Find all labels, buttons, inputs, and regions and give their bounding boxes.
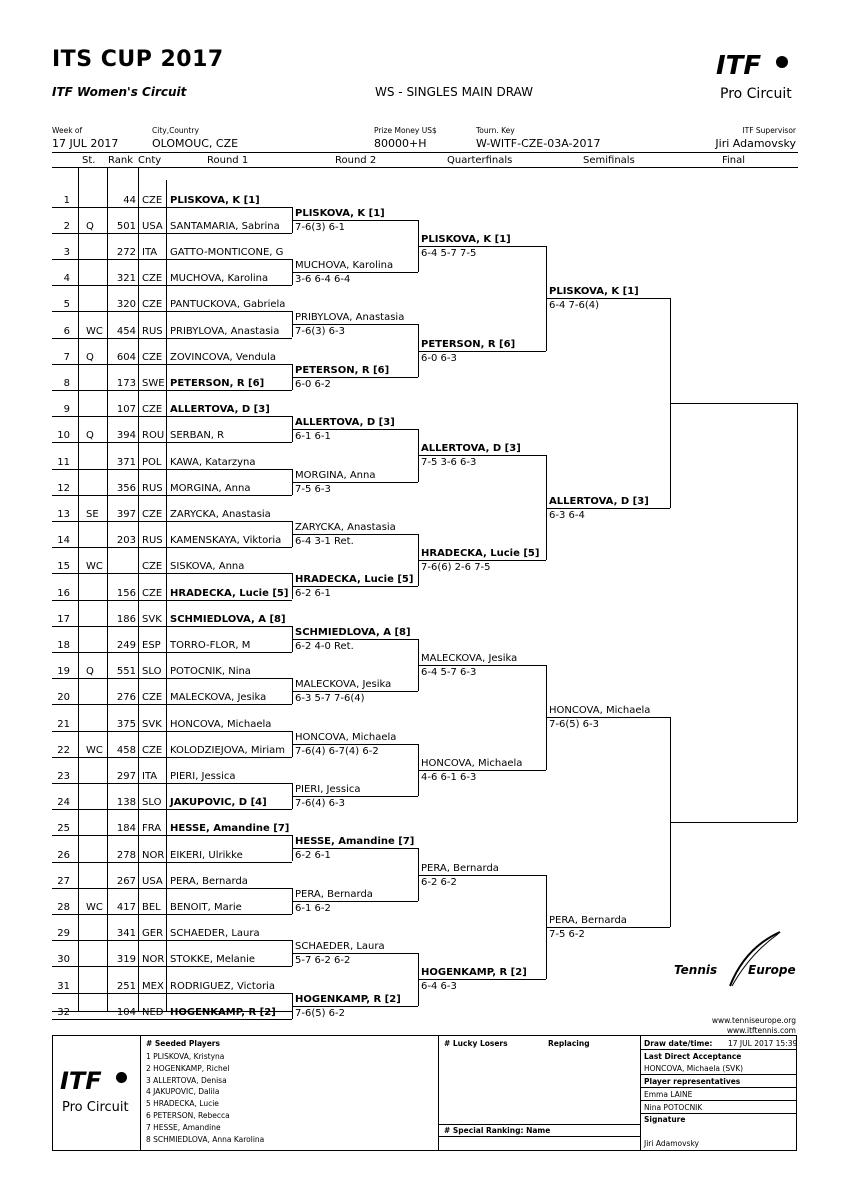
round2-score: 6-1 6-1 [295, 431, 331, 443]
draw-position: 12 [57, 482, 70, 494]
player-country: CZE [142, 273, 163, 285]
player-name: HRADECKA, Lucie [5] [170, 587, 289, 599]
round2-score: 6-0 6-2 [295, 378, 331, 390]
round2-score: 6-1 6-2 [295, 902, 331, 914]
round2-winner: HOGENKAMP, R [2] [295, 993, 401, 1005]
player-name: PLISKOVA, K [1] [170, 194, 260, 206]
round2-score: 6-2 4-0 Ret. [295, 640, 354, 652]
col-semifinals: Semifinals [583, 155, 635, 166]
draw-position: 14 [57, 535, 70, 547]
player-name: SISKOVA, Anna [170, 561, 245, 573]
player-name: ZARYCKA, Anastasia [170, 508, 271, 520]
round2-winner: PIERI, Jessica [295, 784, 361, 795]
prize-value: 80000+H [374, 137, 427, 150]
player-country: GER [142, 928, 164, 940]
round2-winner: HESSE, Amandine [7] [295, 836, 415, 848]
signature-label: Signature [644, 1115, 686, 1124]
round2-score: 7-5 6-3 [295, 483, 331, 495]
player-name: BENOIT, Marie [170, 901, 242, 913]
prize-label: Prize Money US$ [374, 126, 437, 135]
player-rank: 251 [116, 980, 136, 992]
tennis-europe-word1: Tennis [674, 963, 718, 977]
itf-logo-footer [60, 1068, 140, 1118]
player-rank: 397 [116, 508, 136, 520]
week-label: Week of [52, 126, 83, 135]
seeded-players-header: # Seeded Players [146, 1039, 220, 1048]
quarterfinals-winner: ALLERTOVA, D [3] [421, 443, 521, 455]
tournament-title: ITS CUP 2017 [52, 47, 224, 72]
player-name: EIKERI, Ulrikke [170, 849, 243, 861]
player-rank: 321 [116, 273, 136, 285]
quarterfinals-winner: PETERSON, R [6] [421, 338, 516, 350]
supervisor-value: Jiri Adamovsky [715, 137, 796, 150]
quarterfinals-score: 7-6(6) 2-6 7-5 [421, 562, 491, 574]
draw-date-label: Draw date/time: [644, 1039, 713, 1048]
draw-position: 29 [57, 928, 70, 940]
col-status: St. [82, 155, 96, 166]
player-status: Q [86, 220, 94, 232]
player-name: HONCOVA, Michaela [170, 718, 272, 730]
draw-position: 22 [57, 744, 70, 756]
round2-score: 6-3 5-7 7-6(4) [295, 693, 365, 705]
round2-winner: SCHAEDER, Laura [295, 941, 385, 953]
semifinals-score: 7-6(5) 6-3 [549, 719, 600, 731]
player-rank: 104 [116, 1006, 136, 1018]
draw-date-value: 17 JUL 2017 15:39 [728, 1039, 798, 1048]
draw-position: 1 [63, 194, 70, 206]
player-country: CZE [142, 351, 163, 363]
player-country: USA [142, 875, 163, 887]
draw-position: 20 [57, 692, 70, 704]
player-rank: 107 [116, 404, 136, 416]
round2-winner: HRADECKA, Lucie [5] [295, 574, 414, 586]
special-ranking-header: # Special Ranking: Name [444, 1126, 551, 1135]
player-name: KAWA, Katarzyna [170, 456, 256, 468]
draw-position: 13 [57, 508, 70, 520]
itf-logo-top [714, 52, 804, 107]
player-name: POTOCNIK, Nina [170, 666, 251, 678]
player-name: TORRO-FLOR, M [170, 639, 251, 651]
player-country: MEX [142, 980, 164, 992]
round2-score: 7-6(4) 6-3 [295, 798, 346, 809]
player-name: RODRIGUEZ, Victoria [170, 980, 275, 992]
draw-name: WS - SINGLES MAIN DRAW [375, 85, 533, 99]
player-country: CZE [142, 744, 163, 756]
col-quarterfinals: Quarterfinals [447, 155, 513, 166]
player-country: POL [142, 456, 162, 468]
quarterfinals-score: 6-4 6-3 [421, 981, 457, 993]
round2-score: 3-6 6-4 6-4 [295, 274, 351, 285]
seeded-player: 1 PLISKOVA, Kristyna [146, 1052, 225, 1061]
player-status: Q [86, 430, 94, 442]
player-rank: 458 [116, 744, 136, 756]
player-rank: 276 [116, 692, 136, 704]
player-country: ITA [142, 246, 158, 258]
player-name: PETERSON, R [6] [170, 377, 265, 389]
player-status: Q [86, 351, 94, 363]
itf-logo-text: ITF [716, 51, 762, 81]
tennis-ball-footer-icon [116, 1072, 127, 1083]
quarterfinals-winner: HRADECKA, Lucie [5] [421, 548, 540, 560]
draw-position: 28 [57, 901, 70, 913]
last-direct-label: Last Direct Acceptance [644, 1052, 742, 1061]
semifinals-winner: PLISKOVA, K [1] [549, 286, 639, 298]
player-rank: 454 [116, 325, 136, 337]
player-rank: 186 [116, 613, 136, 625]
player-rank: 341 [116, 928, 136, 940]
player-country: NED [142, 1006, 164, 1018]
quarterfinals-score: 4-6 6-1 6-3 [421, 771, 477, 783]
player-status: Q [86, 666, 94, 678]
player-rank: 356 [116, 482, 136, 494]
player-country: NOR [142, 954, 165, 966]
pro-circuit-text: Pro Circuit [720, 86, 792, 102]
draw-position: 18 [57, 639, 70, 651]
round2-score: 7-6(3) 6-3 [295, 326, 346, 338]
lucky-losers-header: # Lucky Losers [444, 1039, 508, 1048]
player-rank: 184 [116, 823, 136, 835]
player-rank: 417 [116, 901, 136, 913]
player-name: GATTO-MONTICONE, G [170, 246, 284, 258]
player-name: SCHAEDER, Laura [170, 928, 260, 940]
player-country: NOR [142, 849, 165, 861]
player-name: PERA, Bernarda [170, 875, 248, 887]
draw-position: 27 [57, 875, 70, 887]
player-name: SCHMIEDLOVA, A [8] [170, 613, 286, 625]
quarterfinals-winner: PERA, Bernarda [421, 862, 499, 874]
player-rank: 267 [116, 875, 136, 887]
player-country: CZE [142, 508, 163, 520]
week-value: 17 JUL 2017 [52, 137, 119, 150]
semifinals-winner: HONCOVA, Michaela [549, 705, 651, 717]
draw-position: 30 [57, 954, 70, 966]
player-name: JAKUPOVIC, D [4] [170, 797, 267, 809]
player-name: MORGINA, Anna [170, 482, 251, 494]
player-status: SE [86, 508, 99, 520]
round2-winner: ALLERTOVA, D [3] [295, 417, 395, 429]
player-rank: 319 [116, 954, 136, 966]
player-rep-1: Emma LAINE [644, 1090, 693, 1099]
player-country: CZE [142, 194, 163, 206]
round2-score: 7-6(5) 6-2 [295, 1007, 346, 1019]
quarterfinals-score: 6-0 6-3 [421, 352, 457, 364]
player-name: PANTUCKOVA, Gabriela [170, 299, 286, 311]
draw-position: 3 [63, 246, 70, 258]
player-country: RUS [142, 325, 163, 337]
player-name: PIERI, Jessica [170, 770, 236, 782]
draw-position: 16 [57, 587, 70, 599]
player-status: WC [86, 744, 103, 756]
seeded-player: 6 PETERSON, Rebecca [146, 1111, 230, 1120]
tennis-ball-icon [776, 56, 788, 68]
player-country: SLO [142, 797, 162, 809]
round2-winner: PETERSON, R [6] [295, 364, 390, 376]
player-name: PRIBYLOVA, Anastasia [170, 325, 280, 337]
semifinals-score: 7-5 6-2 [549, 929, 585, 940]
itf-url[interactable]: www.itftennis.com [726, 1026, 796, 1035]
player-country: SLO [142, 666, 162, 678]
player-rank: 249 [116, 639, 136, 651]
quarterfinals-winner: MALECKOVA, Jesika [421, 653, 518, 664]
draw-position: 4 [63, 273, 70, 285]
player-country: USA [142, 220, 163, 232]
draw-position: 23 [57, 770, 70, 782]
player-country: CZE [142, 299, 163, 311]
player-country: CZE [142, 561, 163, 573]
draw-position: 15 [57, 561, 70, 573]
player-rep-2: Nina POTOCNIK [644, 1103, 703, 1112]
quarterfinals-score: 6-4 5-7 6-3 [421, 667, 477, 678]
supervisor-label: ITF Supervisor [742, 126, 796, 135]
player-reps-label: Player representatives [644, 1077, 741, 1086]
player-name: KOLODZIEJOVA, Miriam [170, 744, 285, 756]
player-country: CZE [142, 404, 163, 416]
player-name: ZOVINCOVA, Vendula [170, 351, 277, 363]
draw-position: 25 [57, 823, 70, 835]
player-rank: 394 [116, 430, 136, 442]
draw-position: 31 [57, 980, 70, 992]
seeded-player: 2 HOGENKAMP, Richel [146, 1063, 230, 1073]
draw-position: 5 [63, 299, 70, 311]
city-value: OLOMOUC, CZE [152, 137, 239, 150]
replacing-header: Replacing [548, 1039, 590, 1048]
tennis-europe-swoosh-icon [670, 928, 800, 988]
round2-winner: HONCOVA, Michaela [295, 731, 397, 743]
player-name: STOKKE, Melanie [170, 954, 256, 966]
player-country: SVK [142, 718, 162, 730]
round2-winner: ZARYCKA, Anastasia [295, 522, 396, 533]
quarterfinals-winner: HONCOVA, Michaela [421, 757, 523, 769]
semifinals-score: 6-3 6-4 [549, 509, 585, 521]
col-country: Cnty [138, 155, 162, 166]
draw-position: 10 [57, 430, 70, 442]
draw-position: 26 [57, 849, 70, 861]
semifinals-winner: ALLERTOVA, D [3] [549, 495, 649, 507]
quarterfinals-score: 6-4 5-7 7-5 [421, 247, 477, 259]
round2-winner: PLISKOVA, K [1] [295, 207, 385, 219]
player-rank: 173 [116, 377, 136, 389]
quarterfinals-winner: PLISKOVA, K [1] [421, 233, 511, 245]
player-name: MUCHOVA, Karolina [170, 273, 269, 285]
draw-position: 17 [57, 613, 70, 625]
tournament-key-label: Tourn. Key [476, 126, 515, 135]
tennis-europe-word2: Europe [748, 963, 796, 977]
player-name: KAMENSKAYA, Viktoria [170, 535, 282, 547]
player-country: ITA [142, 770, 158, 782]
player-rank: 203 [116, 535, 136, 547]
quarterfinals-winner: HOGENKAMP, R [2] [421, 967, 527, 979]
player-country: FRA [142, 823, 162, 835]
draw-position: 2 [63, 220, 70, 232]
seeded-player: 8 SCHMIEDLOVA, Anna Karolina [146, 1134, 265, 1144]
round2-winner: SCHMIEDLOVA, A [8] [295, 626, 411, 638]
player-rank: 375 [116, 718, 136, 730]
seeded-player: 4 JAKUPOVIC, Dalila [146, 1087, 220, 1097]
player-name: HESSE, Amandine [7] [170, 823, 290, 835]
player-country: CZE [142, 692, 163, 704]
player-name: SERBAN, R [170, 430, 225, 442]
seeded-player: 7 HESSE, Amandine [146, 1122, 221, 1132]
player-country: RUS [142, 482, 163, 494]
tournament-key-value: W-WITF-CZE-03A-2017 [476, 137, 601, 150]
player-name: ALLERTOVA, D [3] [170, 404, 270, 416]
player-name: HOGENKAMP, R [2] [170, 1006, 276, 1018]
player-country: ESP [142, 639, 161, 651]
player-rank: 44 [123, 194, 136, 206]
round2-score: 6-4 3-1 Ret. [295, 536, 354, 547]
round2-winner: MORGINA, Anna [295, 469, 376, 481]
itf-logo-footer-text: ITF [60, 1067, 102, 1095]
draw-position: 6 [63, 325, 70, 337]
player-country: BEL [142, 901, 161, 913]
signature-value: Jiri Adamovsky [644, 1139, 699, 1148]
round2-winner: MUCHOVA, Karolina [295, 260, 394, 271]
tournament-subtitle: ITF Women's Circuit [52, 85, 187, 99]
col-round2: Round 2 [335, 155, 377, 166]
player-country: RUS [142, 535, 163, 547]
draw-position: 8 [63, 377, 70, 389]
player-country: SVK [142, 613, 162, 625]
tennis-europe-logo [670, 928, 800, 988]
draw-position: 19 [57, 666, 70, 678]
seeded-player: 5 HRADECKA, Lucie [146, 1099, 219, 1109]
round2-score: 7-6(4) 6-7(4) 6-2 [295, 745, 379, 757]
player-name: MALECKOVA, Jesika [170, 692, 267, 704]
pro-circuit-footer-text: Pro Circuit [62, 1100, 129, 1115]
col-final: Final [722, 155, 746, 166]
player-name: SANTAMARIA, Sabrina [170, 220, 280, 232]
player-rank: 156 [116, 587, 136, 599]
round2-score: 6-2 6-1 [295, 850, 331, 862]
player-rank: 272 [116, 246, 136, 258]
draw-position: 11 [57, 456, 70, 468]
player-rank: 320 [116, 299, 136, 311]
last-direct-value: HONCOVA, Michaela (SVK) [644, 1064, 744, 1073]
semifinals-winner: PERA, Bernarda [549, 915, 627, 926]
draw-position: 21 [57, 718, 70, 730]
player-rank: 501 [116, 220, 136, 232]
player-rank: 297 [116, 770, 136, 782]
round2-winner: PRIBYLOVA, Anastasia [295, 312, 405, 324]
player-rank: 278 [116, 849, 136, 861]
player-rank: 371 [116, 456, 136, 468]
round2-score: 6-2 6-1 [295, 588, 331, 600]
player-rank: 138 [116, 797, 136, 809]
quarterfinals-score: 7-5 3-6 6-3 [421, 457, 477, 469]
draw-position: 24 [57, 797, 70, 809]
round2-score: 7-6(3) 6-1 [295, 221, 346, 233]
player-status: WC [86, 901, 103, 913]
player-country: CZE [142, 587, 163, 599]
draw-position: 32 [57, 1006, 70, 1018]
col-round1: Round 1 [207, 155, 249, 166]
col-rank: Rank [108, 155, 133, 166]
semifinals-score: 6-4 7-6(4) [549, 300, 600, 312]
player-status: WC [86, 325, 103, 337]
draw-position: 9 [63, 404, 70, 416]
draw-position: 7 [63, 351, 70, 363]
tennis-europe-url[interactable]: www.tenniseurope.org [711, 1016, 796, 1025]
round2-winner: PERA, Bernarda [295, 888, 373, 900]
city-label: City,Country [152, 126, 199, 135]
player-rank: 551 [116, 666, 136, 678]
player-country: ROU [142, 430, 165, 442]
round2-winner: MALECKOVA, Jesika [295, 679, 392, 691]
player-country: SWE [142, 377, 165, 389]
quarterfinals-score: 6-2 6-2 [421, 876, 457, 888]
seeded-player: 3 ALLERTOVA, Denisa [146, 1075, 227, 1085]
round2-score: 5-7 6-2 6-2 [295, 955, 351, 967]
player-status: WC [86, 561, 103, 573]
player-rank: 604 [116, 351, 136, 363]
